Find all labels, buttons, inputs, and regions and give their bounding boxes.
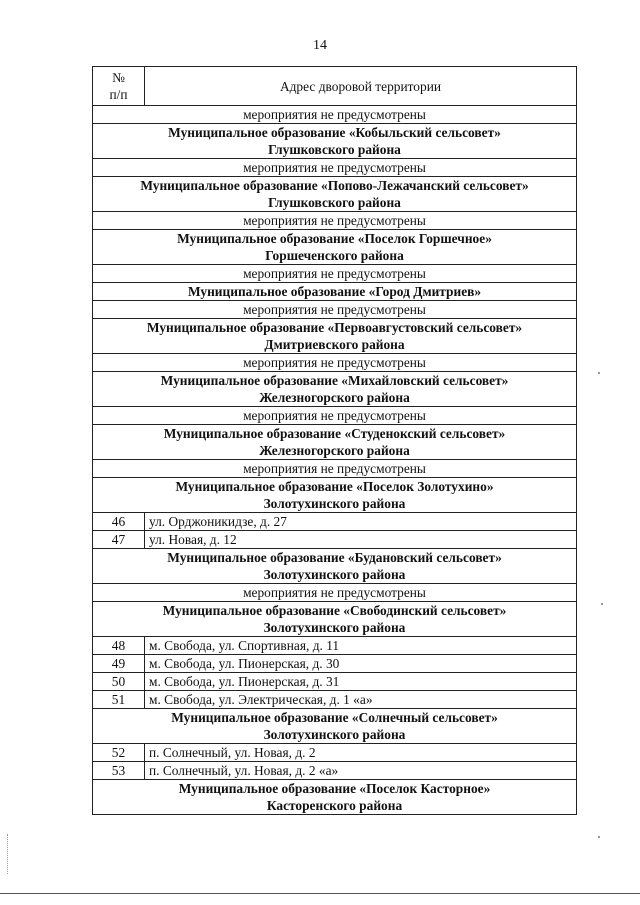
row-address: м. Свобода, ул. Спортивная, д. 11 bbox=[145, 637, 577, 655]
no-measures-note: мероприятия не предусмотрены bbox=[93, 584, 577, 602]
municipality-title bbox=[93, 425, 577, 460]
row-address: м. Свобода, ул. Пионерская, д. 31 bbox=[145, 673, 577, 691]
row-number: 49 bbox=[93, 655, 145, 673]
district-name: Золотухинского района bbox=[263, 567, 406, 582]
municipality-title bbox=[93, 372, 577, 407]
municipality-title bbox=[93, 230, 577, 265]
no-measures-note: мероприятия не предусмотрены bbox=[93, 265, 577, 283]
table-row bbox=[93, 762, 577, 780]
district-name: Горшеченского района bbox=[265, 248, 404, 263]
row-number: 51 bbox=[93, 691, 145, 709]
municipality-name: Муниципальное образование «Первоавгустовский сельсовет» bbox=[146, 320, 523, 335]
municipality-name: Муниципальное образование «Город Дмитриев» bbox=[187, 284, 482, 299]
municipality-name: Муниципальное образование «Будановский сельсовет» bbox=[167, 550, 502, 565]
table-body bbox=[93, 106, 577, 815]
municipality-title bbox=[93, 319, 577, 354]
municipality-name: Муниципальное образование «Попово-Лежачанский сельсовет» bbox=[140, 178, 529, 193]
row-address: п. Солнечный, ул. Новая, д. 2 «а» bbox=[145, 762, 577, 780]
no-measures-note: мероприятия не предусмотрены bbox=[93, 354, 577, 372]
note-row bbox=[93, 265, 577, 283]
note-row bbox=[93, 407, 577, 425]
section-header-row bbox=[93, 230, 577, 265]
district-name: Железногорского района bbox=[259, 390, 410, 405]
scan-speck bbox=[598, 372, 600, 374]
section-header-row bbox=[93, 549, 577, 584]
municipality-title bbox=[93, 602, 577, 637]
district-name: Глушковского района bbox=[268, 142, 401, 157]
no-measures-note: мероприятия не предусмотрены bbox=[93, 301, 577, 319]
number-header-line2: п/п bbox=[109, 87, 128, 102]
section-header-row bbox=[93, 709, 577, 744]
scan-margin-marks bbox=[7, 834, 10, 874]
district-name: Железногорского района bbox=[259, 443, 410, 458]
table-row bbox=[93, 655, 577, 673]
number-header-line1: № bbox=[112, 70, 125, 85]
row-number: 53 bbox=[93, 762, 145, 780]
table-row bbox=[93, 531, 577, 549]
row-number: 50 bbox=[93, 673, 145, 691]
district-name: Золотухинского района bbox=[263, 496, 406, 511]
municipality-title bbox=[93, 124, 577, 159]
section-header-row bbox=[93, 372, 577, 407]
table-row bbox=[93, 744, 577, 762]
scan-speck bbox=[601, 603, 603, 605]
row-address: ул. Новая, д. 12 bbox=[145, 531, 577, 549]
no-measures-note: мероприятия не предусмотрены bbox=[93, 159, 577, 177]
section-header-row bbox=[93, 319, 577, 354]
no-measures-note: мероприятия не предусмотрены bbox=[93, 106, 577, 124]
note-row bbox=[93, 354, 577, 372]
district-name: Золотухинского района bbox=[263, 727, 406, 742]
row-address: п. Солнечный, ул. Новая, д. 2 bbox=[145, 744, 577, 762]
row-address: м. Свобода, ул. Пионерская, д. 30 bbox=[145, 655, 577, 673]
section-header-row bbox=[93, 478, 577, 513]
row-address: ул. Орджоникидзе, д. 27 bbox=[145, 513, 577, 531]
note-row bbox=[93, 159, 577, 177]
address-column-header: Адрес дворовой территории bbox=[145, 67, 577, 106]
district-name: Глушковского района bbox=[268, 195, 401, 210]
municipality-name: Муниципальное образование «Кобыльский сельсовет» bbox=[168, 125, 501, 140]
section-header-row bbox=[93, 780, 577, 815]
municipality-title bbox=[93, 780, 577, 815]
district-name: Золотухинского района bbox=[263, 620, 406, 635]
municipality-name: Муниципальное образование «Поселок Горшечное» bbox=[177, 231, 492, 246]
district-name: Касторенского района bbox=[266, 798, 403, 813]
table-header-row bbox=[93, 67, 577, 106]
address-table bbox=[92, 66, 577, 815]
table-row bbox=[93, 513, 577, 531]
row-number: 46 bbox=[93, 513, 145, 531]
municipality-name: Муниципальное образование «Поселок Золотухино» bbox=[175, 479, 494, 494]
scan-speck bbox=[598, 836, 600, 838]
district-name: Дмитриевского района bbox=[264, 337, 405, 352]
no-measures-note: мероприятия не предусмотрены bbox=[93, 407, 577, 425]
note-row bbox=[93, 584, 577, 602]
row-number: 52 bbox=[93, 744, 145, 762]
row-number: 47 bbox=[93, 531, 145, 549]
municipality-name: Муниципальное образование «Поселок Касторное» bbox=[178, 781, 491, 796]
row-number: 48 bbox=[93, 637, 145, 655]
section-header-row bbox=[93, 425, 577, 460]
section-header-row bbox=[93, 124, 577, 159]
municipality-name: Муниципальное образование «Свободинский сельсовет» bbox=[162, 603, 507, 618]
table-row bbox=[93, 691, 577, 709]
note-row bbox=[93, 301, 577, 319]
municipality-name: Муниципальное образование «Студенокский сельсовет» bbox=[163, 426, 506, 441]
page-bottom-edge bbox=[0, 893, 640, 894]
note-row bbox=[93, 460, 577, 478]
no-measures-note: мероприятия не предусмотрены bbox=[93, 212, 577, 230]
municipality-title bbox=[93, 283, 577, 301]
municipality-title bbox=[93, 549, 577, 584]
page-number: 14 bbox=[313, 38, 327, 53]
no-measures-note: мероприятия не предусмотрены bbox=[93, 460, 577, 478]
section-header-row bbox=[93, 602, 577, 637]
note-row bbox=[93, 106, 577, 124]
municipality-title bbox=[93, 709, 577, 744]
number-column-header bbox=[93, 67, 145, 106]
municipality-title bbox=[93, 478, 577, 513]
table-row bbox=[93, 673, 577, 691]
municipality-name: Муниципальное образование «Солнечный сельсовет» bbox=[171, 710, 498, 725]
row-address: м. Свобода, ул. Электрическая, д. 1 «а» bbox=[145, 691, 577, 709]
section-header-row bbox=[93, 177, 577, 212]
table-row bbox=[93, 637, 577, 655]
note-row bbox=[93, 212, 577, 230]
municipality-name: Муниципальное образование «Михайловский сельсовет» bbox=[160, 373, 509, 388]
municipality-title bbox=[93, 177, 577, 212]
section-header-row bbox=[93, 283, 577, 301]
